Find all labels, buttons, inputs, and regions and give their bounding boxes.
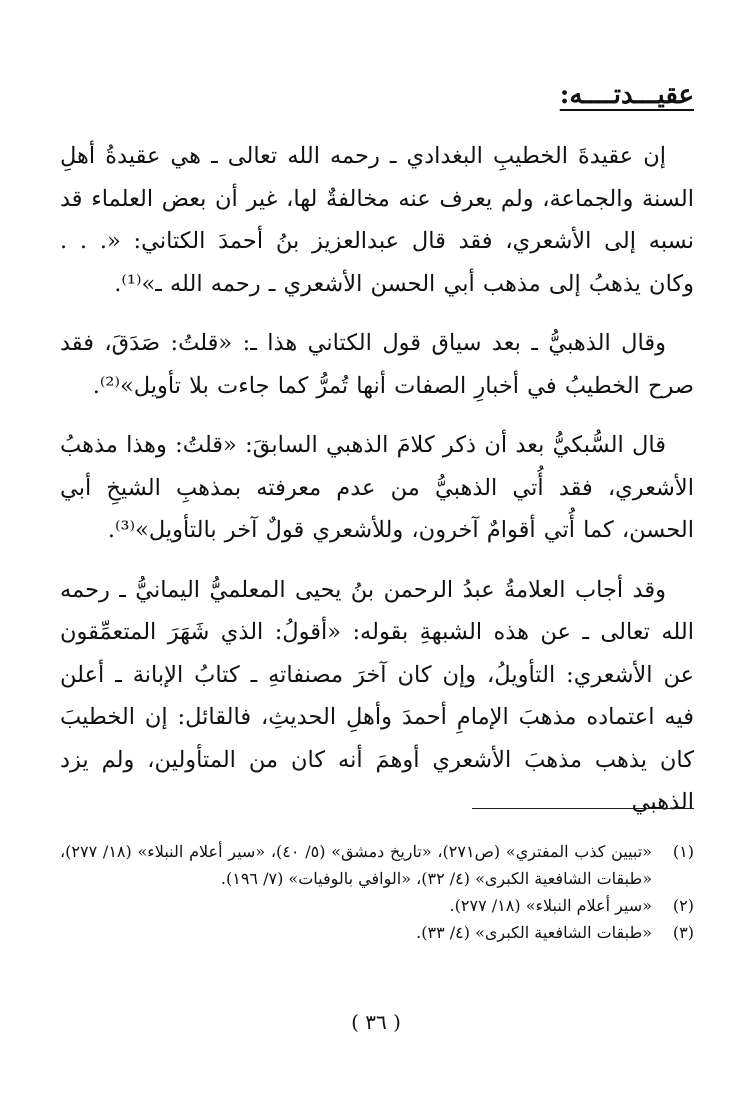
footnote-separator [472,808,694,809]
paragraph-2: وقال الذهبيُّ ـ بعد سياق قول الكتاني هذا ـ: «قلتُ: صَدَقَ، فقد صرح الخطيبُ في أخبارِ الصفات أنها تُمرُّ كما جاءت بلا تأويل»⁽²⁾. [60,330,694,399]
paragraph-1: إن عقيدةَ الخطيبِ البغدادي ـ رحمه الله تعالى ـ هي عقيدةُ أهلِ السنة والجماعة، ولم يعرف عنه مخالفةٌ لها، غير أن بعض العلماء قد نسبه إلى الأشعري، فقد قال عبدالعزيز بنُ أحمدَ الكتاني: «. . . وكان يذهبُ إلى مذهب أبي الحسن الأشعري ـ رحمه الله ـ»⁽¹⁾. [60,143,694,297]
paragraph-3: قال السُّبكيُّ بعد أن ذكر كلامَ الذهبي السابقَ: «قلتُ: وهذا مذهبُ الأشعري، فقد أُتي الذهبيُّ من عدم معرفته بمذهبِ الشيخِ أبي الحسن، كما أُتي أقوامٌ آخرون، وللأشعري قولٌ آخر بالتأويل»⁽³⁾. [60,432,694,543]
footnote-text: «تبيين كذب المفتري» (ص٢٧١)، «تاريخ دمشق» (٥/ ٤٠)، «سير أعلام النبلاء» (١٨/ ٢٧٧)، «طبقات الشافعية الكبرى» (٤/ ٣٢)، «الوافي بالوفيات» (٧/ ١٩٦). [60,842,653,888]
footnote-number: (٣) [672,923,694,942]
footnote-text: «سير أعلام النبلاء» (١٨/ ٢٧٧). [449,896,652,915]
footnote-3 [60,919,694,946]
footnotes [60,838,694,946]
footnote-2 [60,892,694,919]
section-heading: عقيـــدتــــه: [559,80,694,110]
main-text [60,135,694,841]
paragraph-4: وقد أجاب العلامةُ عبدُ الرحمن بنُ يحيى المعلميُّ اليمانيُّ ـ رحمه الله تعالى ـ عن هذه الشبهةِ بقوله: «أقولُ: الذي شَهَرَ المتعمِّقون عن الأشعري: التأويلُ، وإن كان آخرَ مصنفاتهِ ـ كتابُ الإبانة ـ أعلن فيه اعتماده مذهبَ الإمامِ أحمدَ وأهلِ الحديثِ، فالقائل: إن الخطيبَ كان يذهب مذهبَ الأشعري أوهمَ أنه كان من المتأولين، ولم يزد الذهبي [60,576,694,815]
footnote-text: «طبقات الشافعية الكبرى» (٤/ ٣٣). [416,923,652,942]
footnote-1 [60,838,694,892]
page-number: ( ٣٦ ) [351,1010,401,1034]
footnote-number: (٢) [672,896,694,915]
footnote-number: (١) [672,842,694,861]
